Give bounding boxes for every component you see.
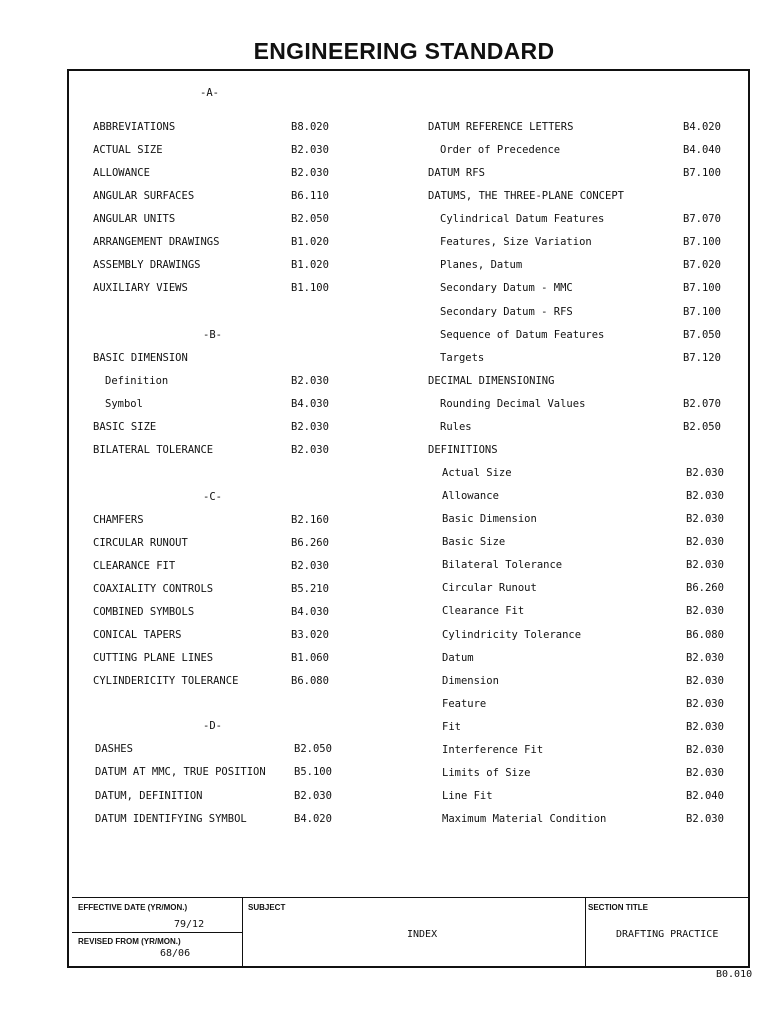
index-entry-reference: B4.040 — [683, 144, 721, 156]
index-entry-term: ACTUAL SIZE — [93, 144, 163, 156]
index-entry-reference: B1.020 — [291, 236, 329, 248]
index-entry-reference: B2.050 — [294, 743, 332, 755]
index-entry-term: ANGULAR UNITS — [93, 213, 176, 225]
index-entry-term: BASIC DIMENSION — [93, 352, 188, 364]
index-entry-term: DATUM REFERENCE LETTERS — [428, 121, 574, 133]
index-entry-reference: B2.070 — [683, 398, 721, 410]
effective-date-box — [72, 898, 243, 933]
index-entry-reference: B2.030 — [686, 744, 724, 756]
effective-date-cell — [72, 898, 243, 968]
index-entry-reference: B2.030 — [686, 605, 724, 617]
index-entry-reference: B1.020 — [291, 259, 329, 271]
index-entry-term: Cylindrical Datum Features — [440, 213, 605, 225]
index-entry-term: Secondary Datum - MMC — [440, 282, 573, 294]
index-entry-reference: B1.060 — [291, 652, 329, 664]
index-entry-term: Datum — [442, 652, 474, 664]
index-entry-reference: B2.040 — [686, 790, 724, 802]
index-entry-term: CONICAL TAPERS — [93, 629, 182, 641]
page-title: ENGINEERING STANDARD — [253, 38, 555, 64]
index-entry-reference: B2.030 — [686, 513, 724, 525]
index-entry-reference: B2.030 — [686, 698, 724, 710]
index-entry-term: ALLOWANCE — [93, 167, 150, 179]
index-entry-reference: B4.020 — [683, 121, 721, 133]
index-entry-term: DATUM RFS — [428, 167, 485, 179]
index-entry-reference: B4.020 — [294, 813, 332, 825]
index-entry-term: BASIC SIZE — [93, 421, 157, 433]
index-entry-term: Planes, Datum — [440, 259, 523, 271]
index-entry-reference: B2.030 — [686, 467, 724, 479]
index-entry-term: ARRANGEMENT DRAWINGS — [93, 236, 220, 248]
index-entry-term: AUXILIARY VIEWS — [93, 282, 188, 294]
index-entry-reference: B5.100 — [294, 766, 332, 778]
index-entry-term: COAXIALITY CONTROLS — [93, 583, 214, 595]
index-entry-term: CLEARANCE FIT — [93, 560, 176, 572]
index-entry-reference: B7.070 — [683, 213, 721, 225]
index-entry-term: DATUM AT MMC, TRUE POSITION — [95, 766, 266, 778]
subject-value: INDEX — [407, 929, 438, 940]
index-entry-term: BILATERAL TOLERANCE — [93, 444, 214, 456]
index-entry-term: DEFINITIONS — [428, 444, 498, 456]
index-entry-term: DATUMS, THE THREE-PLANE CONCEPT — [428, 190, 624, 202]
index-entry-reference: B7.100 — [683, 282, 721, 294]
index-entry-term: DATUM IDENTIFYING SYMBOL — [95, 813, 247, 825]
index-entry-reference: B2.050 — [683, 421, 721, 433]
index-entry-term: Cylindricity Tolerance — [442, 629, 582, 641]
section-title-label: SECTION TITLE — [588, 903, 648, 912]
index-entry-term: COMBINED SYMBOLS — [93, 606, 195, 618]
effective-date-value: 79/12 — [174, 919, 205, 930]
section-title-cell — [586, 898, 750, 968]
index-entry-reference: B2.030 — [294, 790, 332, 802]
index-entry-term: Allowance — [442, 490, 499, 502]
index-entry-reference: B7.020 — [683, 259, 721, 271]
index-entry-reference: B3.020 — [291, 629, 329, 641]
index-frame — [67, 69, 750, 968]
page-number: B0.010 — [716, 969, 753, 980]
index-entry-term: CUTTING PLANE LINES — [93, 652, 214, 664]
index-entry-reference: B5.210 — [291, 583, 329, 595]
index-entry-reference: B7.100 — [683, 167, 721, 179]
index-entry-term: Actual Size — [442, 467, 512, 479]
index-entry-term: Maximum Material Condition — [442, 813, 607, 825]
index-entry-term: Rounding Decimal Values — [440, 398, 586, 410]
index-entry-reference: B7.120 — [683, 352, 721, 364]
index-entry-term: ANGULAR SURFACES — [93, 190, 195, 202]
index-entry-reference: B4.030 — [291, 606, 329, 618]
index-entry-reference: B6.110 — [291, 190, 329, 202]
section-letter-heading: -A- — [200, 87, 219, 99]
index-entry-reference: B2.030 — [686, 652, 724, 664]
index-entry-term: Bilateral Tolerance — [442, 559, 563, 571]
index-entry-term: ABBREVIATIONS — [93, 121, 176, 133]
subject-cell — [243, 898, 586, 968]
index-entry-term: Clearance Fit — [442, 605, 525, 617]
index-entry-term: Definition — [105, 375, 169, 387]
section-letter-heading: -B- — [203, 329, 222, 341]
section-title-value: DRAFTING PRACTICE — [616, 929, 719, 940]
index-entry-reference: B1.100 — [291, 282, 329, 294]
index-entry-reference: B2.030 — [686, 813, 724, 825]
title-block — [72, 897, 750, 967]
index-entry-reference: B7.050 — [683, 329, 721, 341]
index-entry-term: Fit — [442, 721, 461, 733]
index-entry-reference: B4.030 — [291, 398, 329, 410]
index-entry-term: Basic Dimension — [442, 513, 537, 525]
index-entry-term: DATUM, DEFINITION — [95, 790, 203, 802]
section-letter-heading: -D- — [203, 720, 222, 732]
index-entry-term: DASHES — [95, 743, 133, 755]
index-entry-reference: B2.050 — [291, 213, 329, 225]
index-entry-reference: B2.030 — [686, 559, 724, 571]
index-entry-reference: B6.260 — [686, 582, 724, 594]
index-entry-reference: B2.030 — [686, 721, 724, 733]
index-entry-reference: B6.260 — [291, 537, 329, 549]
index-entry-reference: B2.030 — [686, 536, 724, 548]
subject-label: SUBJECT — [248, 903, 286, 912]
index-entry-reference: B2.030 — [291, 144, 329, 156]
index-entry-term: CHAMFERS — [93, 514, 144, 526]
index-entry-reference: B6.080 — [686, 629, 724, 641]
index-entry-term: Targets — [440, 352, 485, 364]
index-entry-term: Secondary Datum - RFS — [440, 306, 573, 318]
index-entry-reference: B2.030 — [686, 490, 724, 502]
index-entry-term: CYLINDERICITY TOLERANCE — [93, 675, 239, 687]
index-entry-term: Rules — [440, 421, 472, 433]
index-entry-reference: B2.030 — [686, 675, 724, 687]
index-entry-reference: B6.080 — [291, 675, 329, 687]
index-entry-reference: B7.100 — [683, 236, 721, 248]
index-entry-reference: B8.020 — [291, 121, 329, 133]
effective-date-label: EFFECTIVE DATE (YR/MON.) — [78, 903, 188, 912]
index-entry-term: Interference Fit — [442, 744, 544, 756]
index-entry-reference: B2.160 — [291, 514, 329, 526]
index-entry-reference: B2.030 — [686, 767, 724, 779]
index-entry-term: CIRCULAR RUNOUT — [93, 537, 188, 549]
index-entry-term: Limits of Size — [442, 767, 531, 779]
index-entry-reference: B2.030 — [291, 444, 329, 456]
index-entry-reference: B2.030 — [291, 375, 329, 387]
index-entry-reference: B2.030 — [291, 560, 329, 572]
revised-from-label: REVISED FROM (YR/MON.) — [78, 937, 181, 946]
section-letter-heading: -C- — [203, 491, 222, 503]
index-entry-term: Basic Size — [442, 536, 506, 548]
index-entry-term: Circular Runout — [442, 582, 537, 594]
index-entry-reference: B7.100 — [683, 306, 721, 318]
index-entry-reference: B2.030 — [291, 421, 329, 433]
index-entry-term: Order of Precedence — [440, 144, 561, 156]
index-entry-term: Line Fit — [442, 790, 493, 802]
index-entry-term: ASSEMBLY DRAWINGS — [93, 259, 201, 271]
index-entry-term: Features, Size Variation — [440, 236, 592, 248]
index-entry-reference: B2.030 — [291, 167, 329, 179]
revised-from-value: 68/06 — [160, 948, 191, 959]
index-entry-term: Feature — [442, 698, 487, 710]
index-entry-term: DECIMAL DIMENSIONING — [428, 375, 555, 387]
index-entry-term: Symbol — [105, 398, 143, 410]
index-entry-term: Dimension — [442, 675, 499, 687]
index-entry-term: Sequence of Datum Features — [440, 329, 605, 341]
